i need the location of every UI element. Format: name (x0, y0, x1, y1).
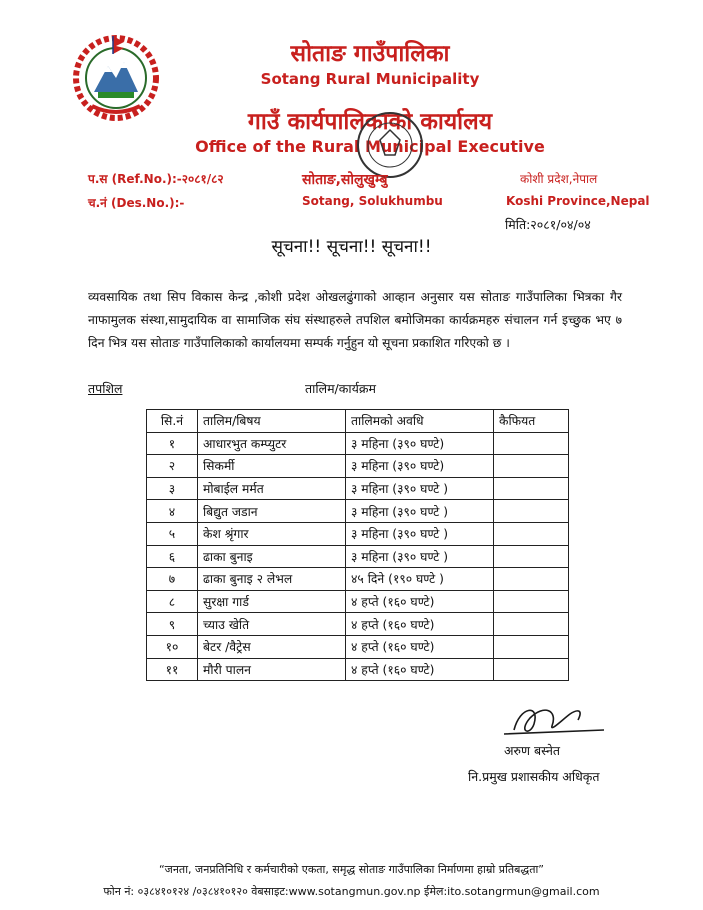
signatory-name: अरुण बस्नेत (504, 743, 561, 758)
office-name-np: गाउँ कार्यपालिकाको कार्यालय (247, 109, 493, 135)
location-np: सोताङ,सोलुखुम्बु (302, 172, 388, 188)
table-row (147, 568, 569, 591)
cell-duration: ४५ दिने (१९० घण्टे ) (346, 568, 494, 591)
cell-serial: ७ (147, 568, 198, 591)
cell-subject: बिद्युत जडान (198, 500, 346, 523)
cell-subject: केश श्रृंगार (198, 522, 346, 545)
cell-subject: बेटर /वैट्रेस (198, 635, 346, 658)
dispatch-number: च.नं (Des.No.):- (88, 196, 185, 210)
table-row (147, 477, 569, 500)
cell-duration: ४ हप्ते (१६० घण्टे) (346, 658, 494, 681)
cell-duration: ४ हप्ते (१६० घण्टे) (346, 635, 494, 658)
table-row (147, 522, 569, 545)
province-np: कोशी प्रदेश,नेपाल (520, 172, 598, 186)
cell-subject: आधारभुत कम्प्युटर (198, 432, 346, 455)
office-name-en: Office of the Rural Municipal Executive (195, 137, 545, 156)
cell-duration: ३ महिना (३९० घण्टे ) (346, 522, 494, 545)
cell-serial: ९ (147, 613, 198, 636)
cell-duration: ३ महिना (३९० घण्टे ) (346, 500, 494, 523)
header-serial: सि.नं (147, 410, 198, 433)
cell-subject: मौरी पालन (198, 658, 346, 681)
footer-motto: “जनता, जनप्रतिनिधि र कर्मचारीको एकता, समृद्ध सोताङ गाउँपालिका निर्माणमा हाम्रो प्रतिबद्धता” (158, 863, 545, 876)
cell-remarks (494, 635, 569, 658)
cell-remarks (494, 590, 569, 613)
cell-subject: च्याउ खेति (198, 613, 346, 636)
table-row (147, 432, 569, 455)
cell-serial: ३ (147, 477, 198, 500)
cell-serial: २ (147, 455, 198, 478)
table-row (147, 613, 569, 636)
notice-date: मिति:२०८१/०४/०४ (505, 217, 591, 232)
cell-remarks (494, 613, 569, 636)
cell-subject: ढाका बुनाइ २ लेभल (198, 568, 346, 591)
table-row (147, 455, 569, 478)
nepal-emblem-logo (70, 32, 162, 124)
municipality-name-np: सोताङ गाउँपालिका (290, 41, 450, 67)
cell-remarks (494, 545, 569, 568)
cell-remarks (494, 432, 569, 455)
cell-duration: ३ महिना (३९० घण्टे) (346, 432, 494, 455)
cell-duration: ४ हप्ते (१६० घण्टे) (346, 590, 494, 613)
header-subject: तालिम/बिषय (198, 410, 346, 433)
ref-number: प.स (Ref.No.):-२०८१/८२ (88, 172, 224, 186)
cell-duration: ३ महिना (३९० घण्टे ) (346, 545, 494, 568)
programs-label: तालिम/कार्यक्रम (305, 381, 376, 396)
province-en: Koshi Province,Nepal (506, 194, 650, 208)
cell-remarks (494, 500, 569, 523)
cell-serial: ५ (147, 522, 198, 545)
table-row (147, 590, 569, 613)
cell-duration: ३ महिना (३९० घण्टे) (346, 455, 494, 478)
details-label: तपशिल (88, 381, 123, 396)
cell-remarks (494, 658, 569, 681)
cell-serial: ११ (147, 658, 198, 681)
location-en: Sotang, Solukhumbu (302, 194, 443, 208)
cell-serial: १० (147, 635, 198, 658)
cell-remarks (494, 455, 569, 478)
cell-subject: सुरक्षा गार्ड (198, 590, 346, 613)
cell-serial: १ (147, 432, 198, 455)
table-row (147, 500, 569, 523)
table-row (147, 545, 569, 568)
table-header-row (147, 410, 569, 433)
cell-serial: ६ (147, 545, 198, 568)
notice-title: सूचना!! सूचना!! सूचना!! (271, 237, 432, 257)
cell-duration: ४ हप्ते (१६० घण्टे) (346, 613, 494, 636)
cell-serial: ८ (147, 590, 198, 613)
handwritten-signature (500, 700, 610, 742)
cell-remarks (494, 568, 569, 591)
signatory-title: नि.प्रमुख प्रशासकीय अधिकृत (468, 769, 600, 784)
training-table (146, 409, 569, 681)
cell-subject: ढाका बुनाइ (198, 545, 346, 568)
header-duration: तालिमको अवधि (346, 410, 494, 433)
table-row (147, 658, 569, 681)
cell-subject: मोबाईल मर्मत (198, 477, 346, 500)
cell-remarks (494, 522, 569, 545)
notice-body: व्यवसायिक तथा सिप विकास केन्द्र ,कोशी प्रदेश ओखलढुंगाको आव्हान अनुसार यस सोताङ गाउँपालिका भित्रका गैर नाफामुलक संस्था,सामुदायिक वा सामाजिक संघ संस्थाहरुले तपशिल बमोजिमका कार्यक्रमहरु संचालन गर्न इच्छुक भए ७ दिन भित्र यस सोताङ गाउँपालिकाको कार्यालयमा सम्पर्क गर्नुहुन यो सूचना प्रकाशित गरिएको छ । (88, 290, 622, 350)
cell-duration: ३ महिना (३९० घण्टे ) (346, 477, 494, 500)
table-row (147, 635, 569, 658)
header-remarks: कैफियत (494, 410, 569, 433)
cell-subject: सिकर्मी (198, 455, 346, 478)
footer-contact: फोन नं: ०३८४१०१२४ /०३८४१०१२० वेबसाइट:www.sotangmun.gov.np ईमेल:ito.sotangrmun@gmail.com (103, 885, 600, 898)
cell-serial: ४ (147, 500, 198, 523)
municipality-name-en: Sotang Rural Municipality (260, 70, 480, 88)
cell-remarks (494, 477, 569, 500)
